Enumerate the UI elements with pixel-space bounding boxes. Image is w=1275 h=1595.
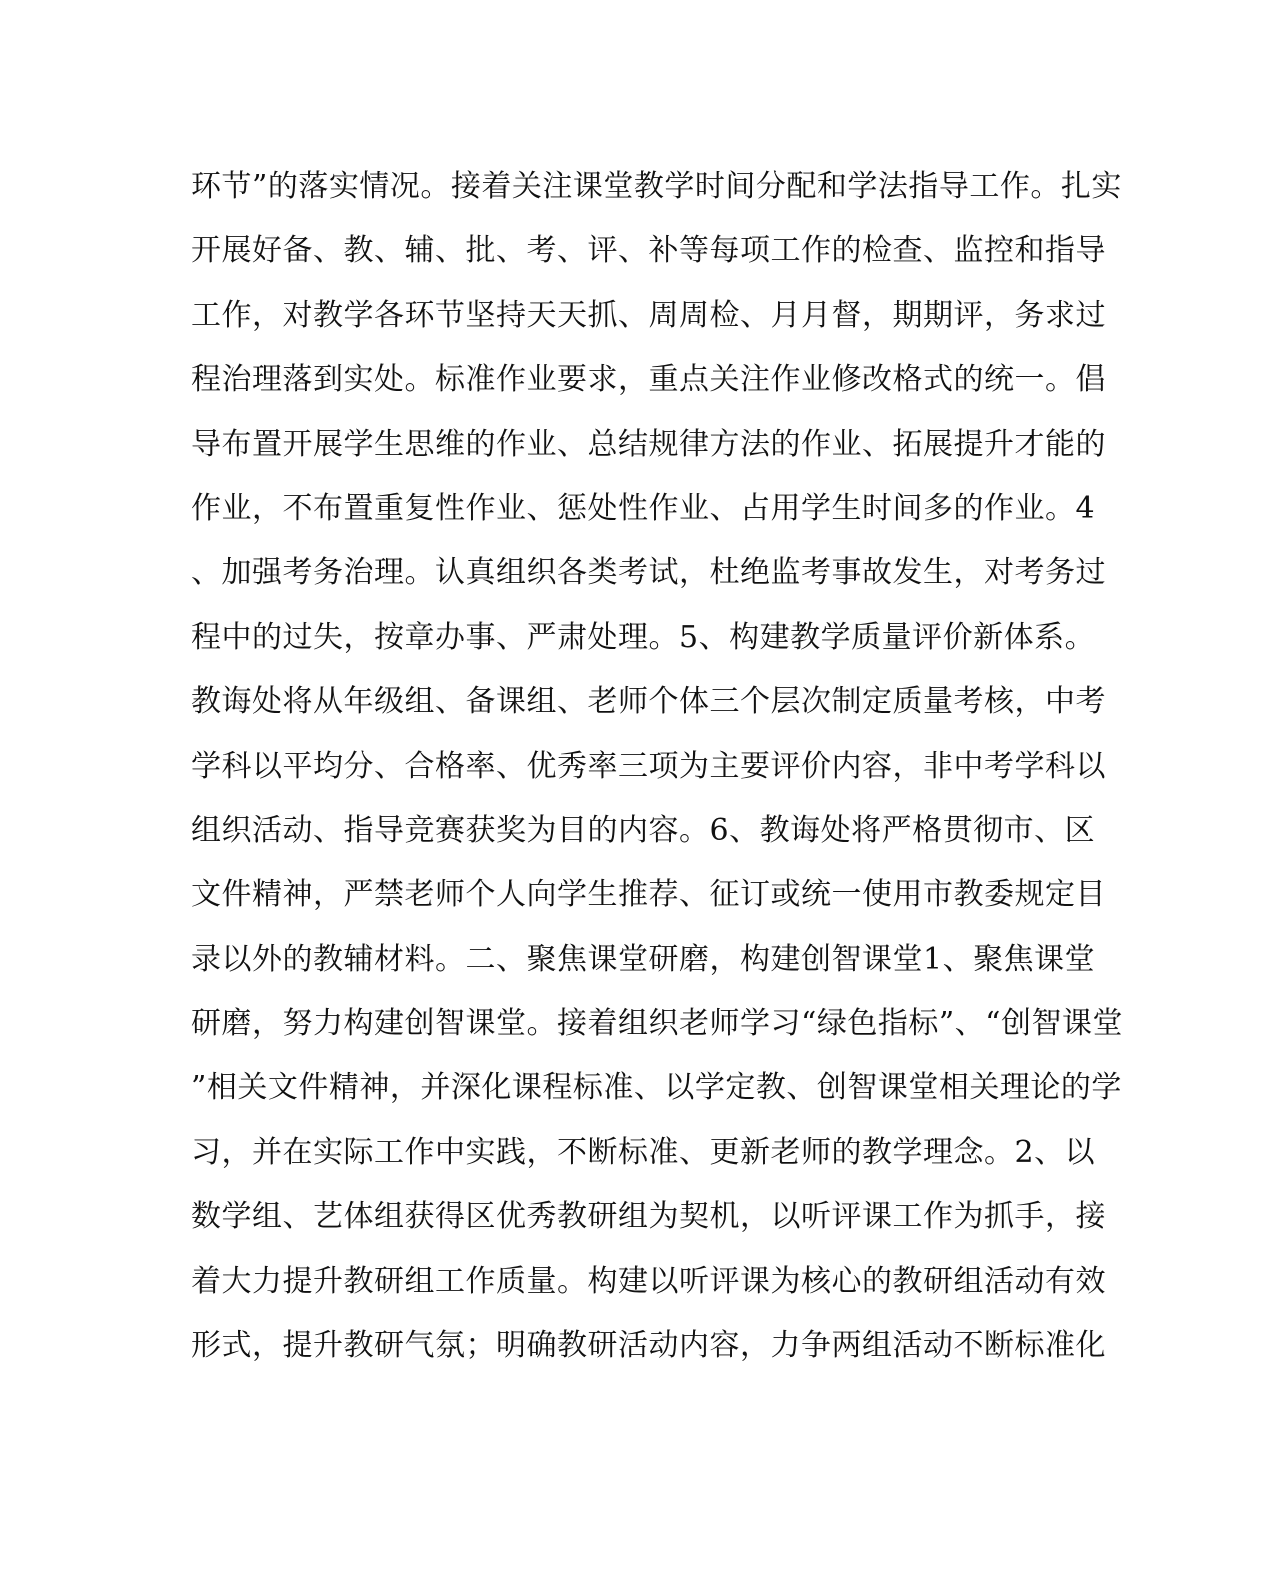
text-line: 程中的过失，按章办事、严肃处理。5、构建教学质量评价新体系。 xyxy=(191,619,1096,655)
text-line: 数学组、艺体组获得区优秀教研组为契机，以听评课工作为抓手，接 xyxy=(191,1199,1106,1235)
text-line: 程治理落到实处。标准作业要求，重点关注作业修改格式的统一。倡 xyxy=(191,362,1106,398)
body-text xyxy=(191,155,1124,1378)
text-line: 教诲处将从年级组、备课组、老师个体三个层次制定质量考核，中考 xyxy=(191,684,1106,720)
text-line: 开展好备、教、辅、批、考、评、补等每项工作的检查、监控和指导 xyxy=(191,233,1106,269)
text-line: 研磨，努力构建创智课堂。接着组织老师学习“绿色指标”、“创智课堂 xyxy=(191,1006,1124,1042)
text-line: 形式，提升教研气氛；明确教研活动内容，力争两组活动不断标准化 xyxy=(191,1328,1106,1364)
text-line: 组织活动、指导竞赛获奖为目的内容。6、教诲处将严格贯彻市、区 xyxy=(191,812,1096,848)
text-line: 作业，不布置重复性作业、惩处性作业、占用学生时间多的作业。4 xyxy=(191,490,1096,526)
text-line: 、加强考务治理。认真组织各类考试，杜绝监考事故发生，对考务过 xyxy=(191,555,1106,591)
text-line: 环节”的落实情况。接着关注课堂教学时间分配和学法指导工作。扎实 xyxy=(191,169,1122,204)
text-line: 工作，对教学各环节坚持天天抓、周周检、月月督，期期评，务求过 xyxy=(191,297,1106,333)
text-line: 文件精神，严禁老师个人向学生推荐、征订或统一使用市教委规定目 xyxy=(191,877,1106,913)
text-line: 习，并在实际工作中实践，不断标准、更新老师的教学理念。2、以 xyxy=(191,1134,1096,1170)
text-line: 录以外的教辅材料。二、聚焦课堂研磨，构建创智课堂1、聚焦课堂 xyxy=(191,941,1096,977)
text-line: ”相关文件精神，并深化课程标准、以学定教、创智课堂相关理论的学 xyxy=(191,1070,1122,1106)
text-line: 着大力提升教研组工作质量。构建以听评课为核心的教研组活动有效 xyxy=(191,1263,1106,1299)
text-line: 学科以平均分、合格率、优秀率三项为主要评价内容，非中考学科以 xyxy=(191,748,1106,784)
text-line: 导布置开展学生思维的作业、总结规律方法的作业、拓展提升才能的 xyxy=(191,426,1106,462)
